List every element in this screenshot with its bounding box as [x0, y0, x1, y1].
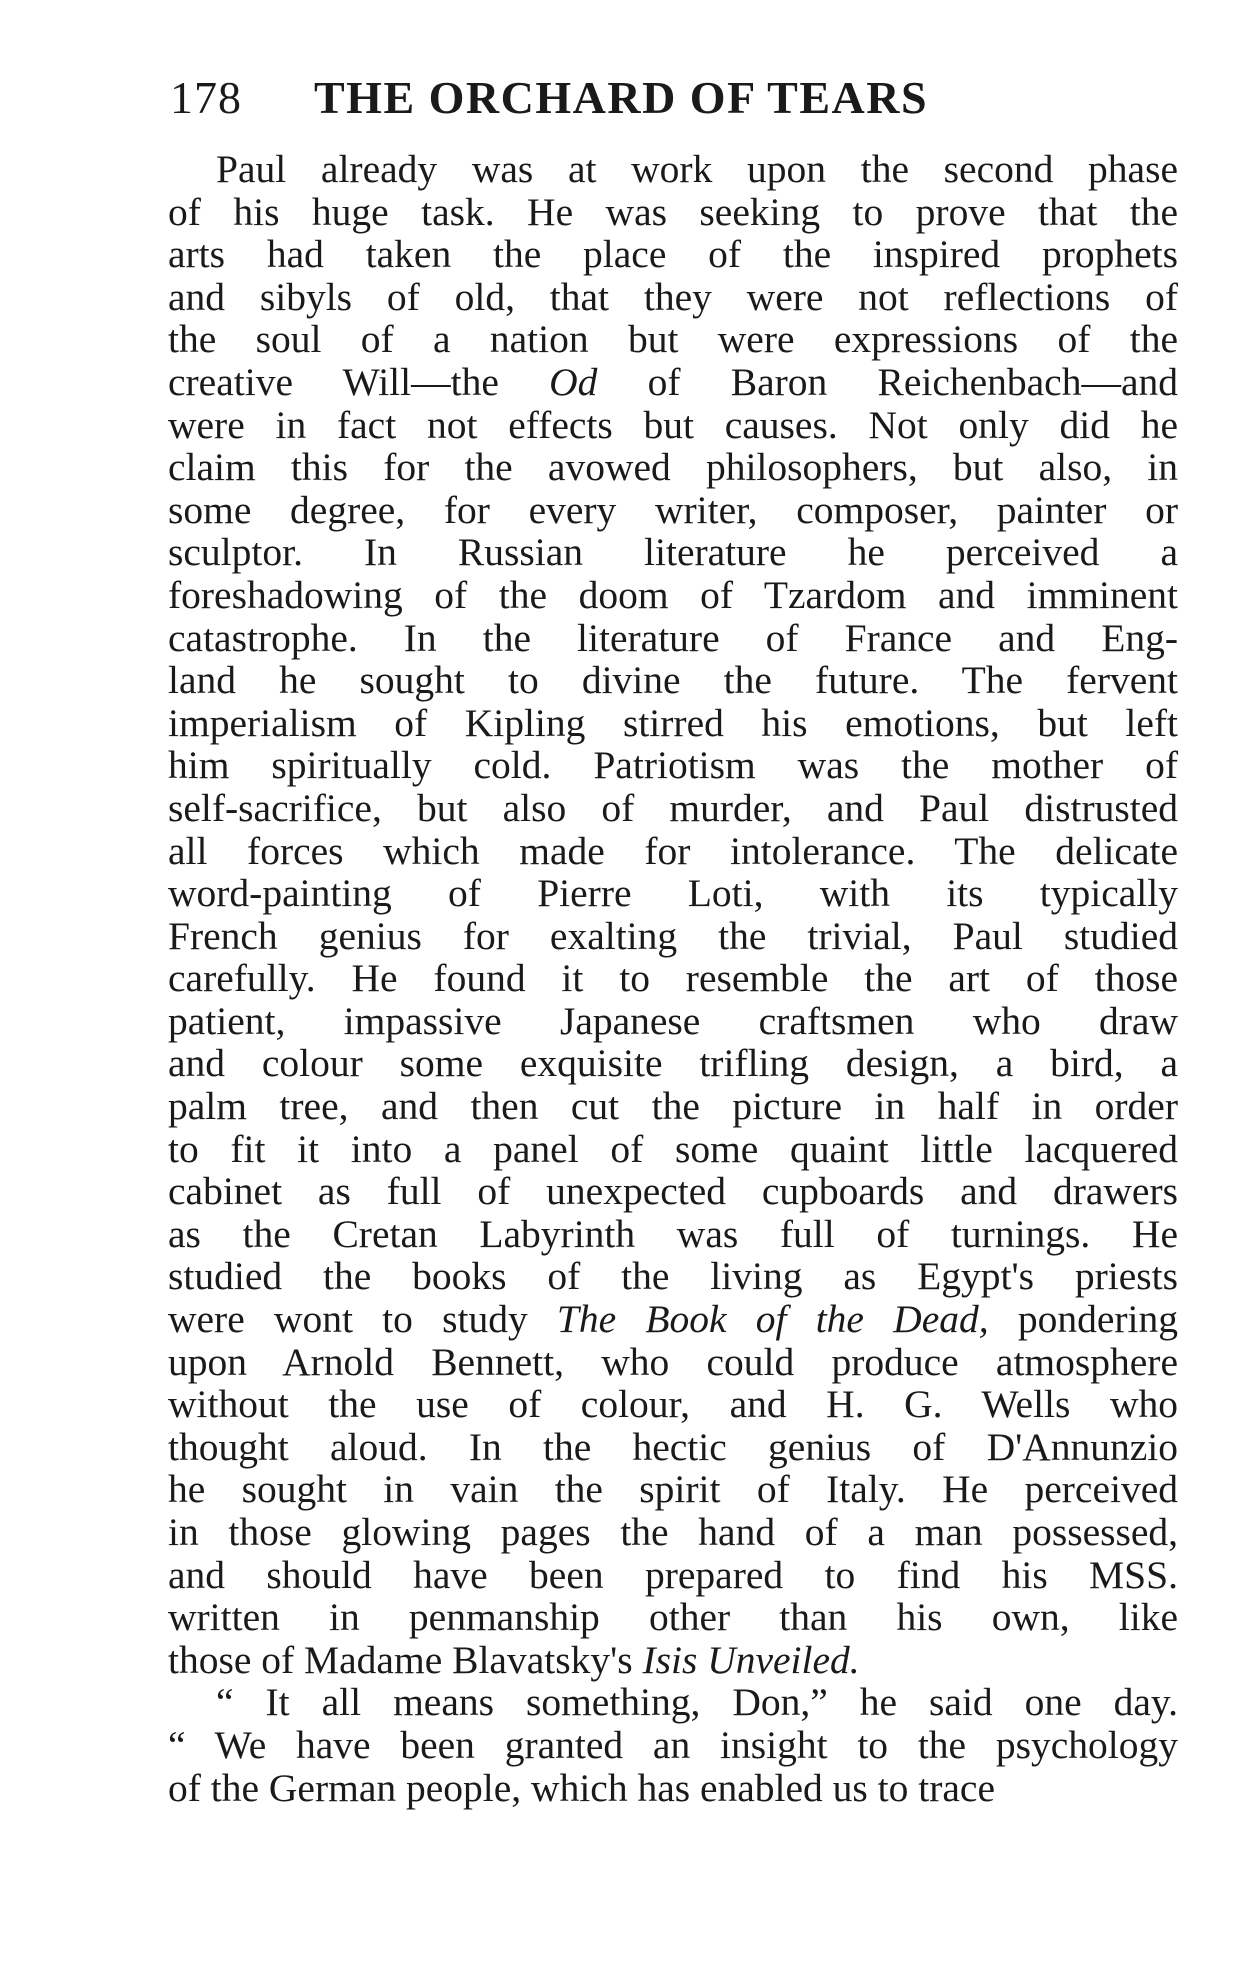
text-line: some degree, for every writer, composer, painter or	[168, 487, 1178, 532]
text-line: without the use of colour, and H. G. Wells who	[168, 1382, 1178, 1427]
text-line: to fit it into a panel of some quaint little lacquered	[168, 1126, 1178, 1171]
text-line: self-sacrifice, but also of murder, and Paul distrusted	[168, 785, 1178, 830]
text-line: “ We have been granted an insight to the psychology	[168, 1722, 1178, 1767]
text-line: catastrophe. In the literature of France and Eng-	[168, 615, 1178, 660]
page-header	[170, 68, 1050, 128]
text-line: word-painting of Pierre Loti, with its typically	[168, 871, 1178, 916]
text-line: him spiritually cold. Patriotism was the mother of	[168, 743, 1178, 788]
text-line: claim this for the avowed philosophers, but also, in	[168, 445, 1178, 490]
italic-title: Od	[549, 359, 598, 404]
text-line: of his huge task. He was seeking to prove that the	[168, 189, 1178, 234]
page-number: 178	[170, 72, 242, 123]
text-line: upon Arnold Bennett, who could produce atmosphere	[168, 1339, 1178, 1384]
text-line: Paul already was at work upon the second phase	[216, 147, 1178, 191]
body-text	[168, 148, 1178, 1809]
text-line: French genius for exalting the trivial, Paul studied	[168, 913, 1178, 958]
text-line: cabinet as full of unexpected cupboards and drawers	[168, 1169, 1178, 1214]
italic-title: Isis Unveiled.	[642, 1637, 860, 1682]
text-line: thought aloud. In the hectic genius of D'Annunzio	[168, 1424, 1178, 1469]
text-line: all forces which made for intolerance. The delicate	[168, 828, 1178, 873]
text-line: were in fact not effects but causes. Not only did he	[168, 402, 1178, 447]
text-line: the soul of a nation but were expressions of the	[168, 317, 1178, 362]
text-line: foreshadowing of the doom of Tzardom and imminent	[168, 572, 1178, 617]
italic-title: The Book of the Dead,	[556, 1297, 989, 1342]
text-line: “ It all means something, Don,” he said one day.	[216, 1680, 1178, 1725]
text-line: written in penmanship other than his own, like	[168, 1595, 1178, 1640]
text-line: land he sought to divine the future. The fervent	[168, 658, 1178, 703]
text-line: and sibyls of old, that they were not reflections of	[168, 274, 1178, 319]
text-line: and colour some exquisite trifling design, a bird, a	[168, 1041, 1178, 1086]
text-line: of the German people, which has enabled us to trace	[168, 1765, 995, 1810]
running-title: THE ORCHARD OF TEARS	[314, 72, 929, 123]
text-line: sculptor. In Russian literature he perceived a	[168, 530, 1178, 575]
text-line: those of Madame Blavatsky's Isis Unveiled.	[168, 1637, 860, 1682]
text-line: arts had taken the place of the inspired prophets	[168, 232, 1178, 277]
text-line: imperialism of Kipling stirred his emotions, but left	[168, 700, 1178, 745]
text-line: he sought in vain the spirit of Italy. He perceived	[168, 1467, 1178, 1512]
text-line: and should have been prepared to find his MSS.	[168, 1552, 1178, 1597]
text-line: as the Cretan Labyrinth was full of turnings. He	[168, 1211, 1178, 1256]
text-line: in those glowing pages the hand of a man possessed,	[168, 1510, 1178, 1554]
text-line: studied the books of the living as Egypt's priests	[168, 1254, 1178, 1299]
text-line: carefully. He found it to resemble the art of those	[168, 956, 1178, 1001]
text-line: creative Will—the Od of Baron Reichenbach—and	[168, 359, 1178, 404]
text-line: patient, impassive Japanese craftsmen who draw	[168, 998, 1178, 1043]
text-line: palm tree, and then cut the picture in half in order	[168, 1084, 1178, 1129]
text-line: were wont to study The Book of the Dead, pondering	[168, 1297, 1178, 1342]
